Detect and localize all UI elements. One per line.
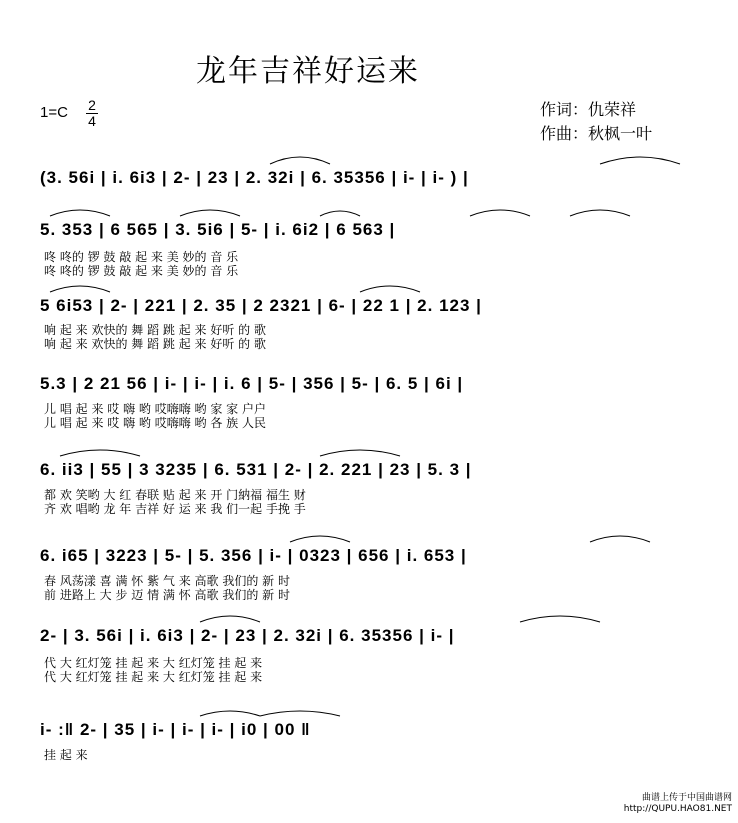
lyrics-line-7b: 代 大 红灯笼 挂 起 来 大 红灯笼 挂 起 来 — [44, 670, 263, 684]
notation-line-4: 5.3 | 2 21 56 | i- | i- | i. 6 | 5- | 356 | 5- | 6. 5 | 6i | — [40, 374, 464, 393]
lyrics-line-4b: 儿 唱 起 来 哎 嗨 哟 哎嗨嗨 哟 各 族 人民 — [44, 416, 266, 430]
notation-line-7: 2- | 3. 56i | i. 6i3 | 2- | 23 | 2. 32i | 6. 35356 | i- | — [40, 626, 455, 645]
lyrics-line-3a: 响 起 来 欢快的 舞 蹈 跳 起 来 好听 的 歌 — [44, 323, 266, 337]
notation-line-2: 5. 353 | 6 565 | 3. 5i6 | 5- | i. 6i2 | 6 563 | — [40, 220, 396, 239]
key-signature: 1=C — [40, 104, 68, 121]
lyrics-line-5a: 都 欢 笑哟 大 红 春联 贴 起 来 开 门納福 福生 财 — [44, 488, 306, 502]
lyrics-line-2a: 咚 咚的 锣 鼓 敲 起 来 美 妙的 音 乐 — [44, 250, 239, 264]
footer-line-1: 曲谱上传于中国曲谱网 — [641, 793, 732, 803]
lyrics-line-3b: 响 起 来 欢快的 舞 蹈 跳 起 来 好听 的 歌 — [44, 337, 266, 351]
notation-line-6: 6. i65 | 3223 | 5- | 5. 356 | i- | 0323 | 656 | i. 653 | — [40, 546, 467, 565]
lyrics-line-8a: 挂 起 来 — [44, 748, 88, 762]
time-numerator: 2 — [88, 97, 96, 113]
lyrics-line-6b: 前 进路上 大 步 迈 情 满 怀 高歌 我们的 新 时 — [44, 588, 290, 602]
notation-line-5: 6. ii3 | 55 | 3 3235 | 6. 531 | 2- | 2. 221 | 23 | 5. 3 | — [40, 460, 472, 479]
composer-credit: 作曲：秋枫一叶 — [540, 124, 653, 143]
lyrics-line-7a: 代 大 红灯笼 挂 起 来 大 红灯笼 挂 起 来 — [44, 656, 263, 670]
lyrics-line-5b: 齐 欢 唱哟 龙 年 吉祥 好 运 来 我 们一起 手挽 手 — [44, 502, 306, 516]
footer-line-2: http://QUPU.HAO81.NET — [623, 804, 732, 814]
time-denominator: 4 — [88, 113, 96, 129]
lyrics-line-4a: 儿 唱 起 来 哎 嗨 哟 哎嗨嗨 哟 家 家 户户 — [44, 402, 266, 416]
lyrics-line-6a: 春 风荡漾 喜 满 怀 紫 气 来 高歌 我们的 新 时 — [44, 574, 290, 588]
lyrics-line-2b: 咚 咚的 锣 鼓 敲 起 来 美 妙的 音 乐 — [44, 264, 239, 278]
time-signature — [86, 98, 98, 129]
source-footer — [624, 793, 732, 815]
credits — [540, 98, 652, 146]
song-title: 龙年吉祥好运来 — [196, 54, 420, 89]
notation-line-8: i- :‖ 2- | 35 | i- | i- | i- | i0 | 00 ‖ — [40, 720, 311, 739]
notation-line-1: (3. 56i | i. 6i3 | 2- | 23 | 2. 32i | 6. 35356 | i- | i- ) | — [40, 168, 469, 187]
notation-line-3: 5 6i53 | 2- | 221 | 2. 35 | 2 2321 | 6- | 22 1 | 2. 123 | — [40, 296, 482, 315]
lyricist-credit: 作词：仇荣祥 — [540, 100, 637, 119]
